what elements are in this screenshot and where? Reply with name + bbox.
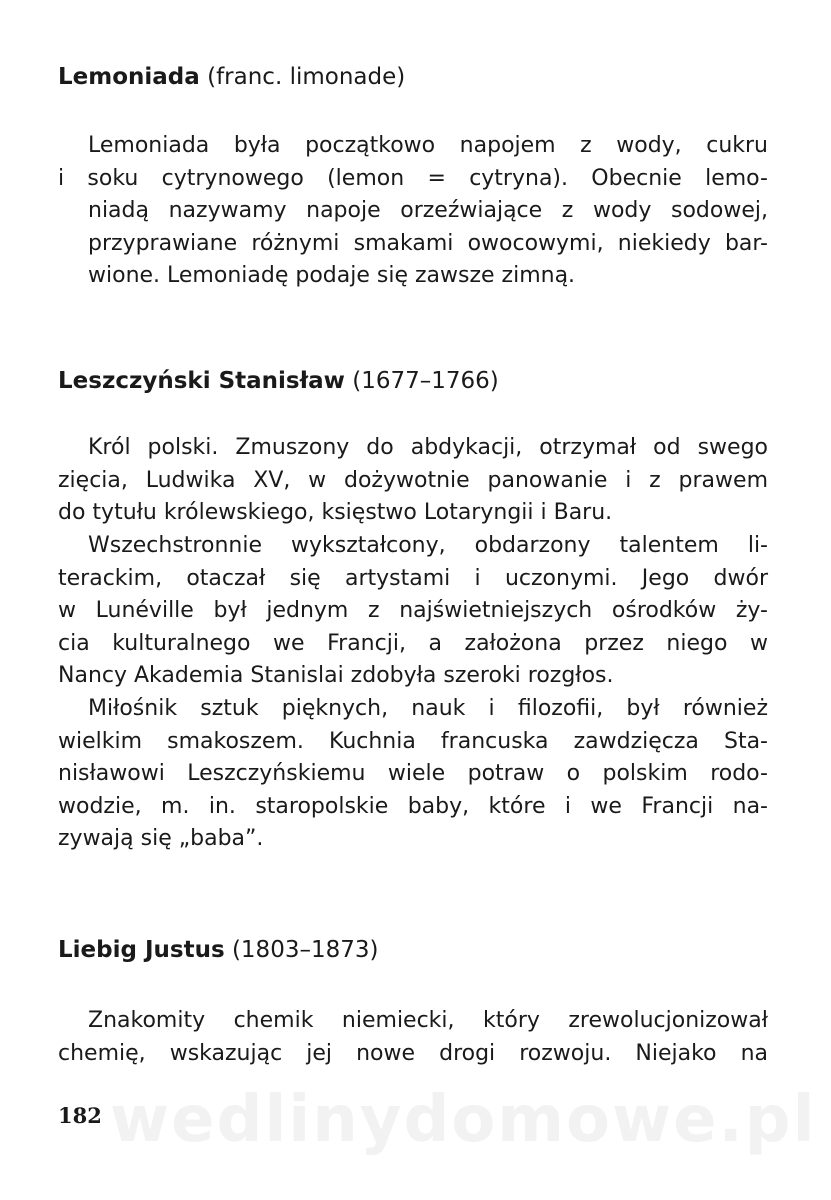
entry-aside: (1677–1766) — [344, 368, 499, 394]
page-number: 182 — [58, 1103, 102, 1128]
text-line: Król polski. Zmuszony do abdykacji, otrzymał od swego — [88, 435, 768, 460]
text-line: cia kulturalnego we Francji, a założona przez niego w — [58, 630, 768, 656]
text-line: wielkim smakoszem. Kuchnia francuska zawdzięcza Sta- — [58, 728, 768, 754]
text-line: wodzie, m. in. staropolskie baby, które i we Francji na- — [58, 793, 768, 819]
entry-aside: (1803–1873) — [224, 937, 379, 963]
text-line: w Lunéville był jednym z najświetniejszych ośrodków ży- — [58, 598, 768, 623]
text-line: Znakomity chemik niemiecki, który zrewolucjonizował — [88, 1008, 768, 1033]
text-line: zywają się „baba”. — [58, 826, 264, 851]
paragraph — [58, 1005, 768, 1070]
text-line: terackim, otaczał się artystami i uczonymi. Jego dwór — [58, 565, 768, 591]
entry-term: Lemoniada — [58, 64, 200, 90]
paragraph — [58, 693, 768, 856]
text-line: wione. Lemoniadę podaje się zawsze zimną. — [88, 263, 576, 288]
entry-heading-leszczynski — [58, 366, 499, 396]
paragraph — [58, 432, 768, 530]
entry-term: Liebig Justus — [58, 937, 225, 963]
text-line: nisławowi Leszczyńskiemu wiele potraw o polskim rodo- — [58, 761, 768, 786]
entry-heading-liebig — [58, 935, 378, 965]
entry-aside: (franc. limonade) — [199, 64, 406, 90]
text-line: Nancy Akademia Stanislai zdobyła szeroki rozgłos. — [58, 663, 614, 688]
text-line: Miłośnik sztuk pięknych, nauk i filozofii, był również — [88, 696, 768, 721]
text-line: Lemoniada była początkowo napojem z wody, cukru — [88, 133, 768, 158]
entry-heading-lemoniada — [58, 62, 405, 92]
entry-term: Leszczyński Stanisław — [58, 368, 345, 394]
text-line: do tytułu królewskiego, księstwo Lotaryngii i Baru. — [58, 500, 613, 525]
paragraph — [58, 530, 768, 693]
text-line: niadą nazywamy napoje orzeźwiające z wody sodowej, — [88, 198, 768, 223]
watermark: wedlinydomowe.pl — [110, 1083, 817, 1157]
text-line: zięcia, Ludwika XV, w dożywotnie panowanie i z prawem — [58, 467, 768, 493]
paragraph — [58, 130, 768, 293]
text-line: chemię, wskazując jej nowe drogi rozwoju. Niejako na — [58, 1040, 768, 1066]
text-line: przyprawiane różnymi smakami owocowymi, niekiedy bar- — [88, 230, 768, 256]
text-line: i soku cytrynowego (lemon = cytryna). Obecnie lemo- — [58, 165, 768, 191]
text-line: Wszechstronnie wykształcony, obdarzony talentem li- — [88, 533, 768, 558]
